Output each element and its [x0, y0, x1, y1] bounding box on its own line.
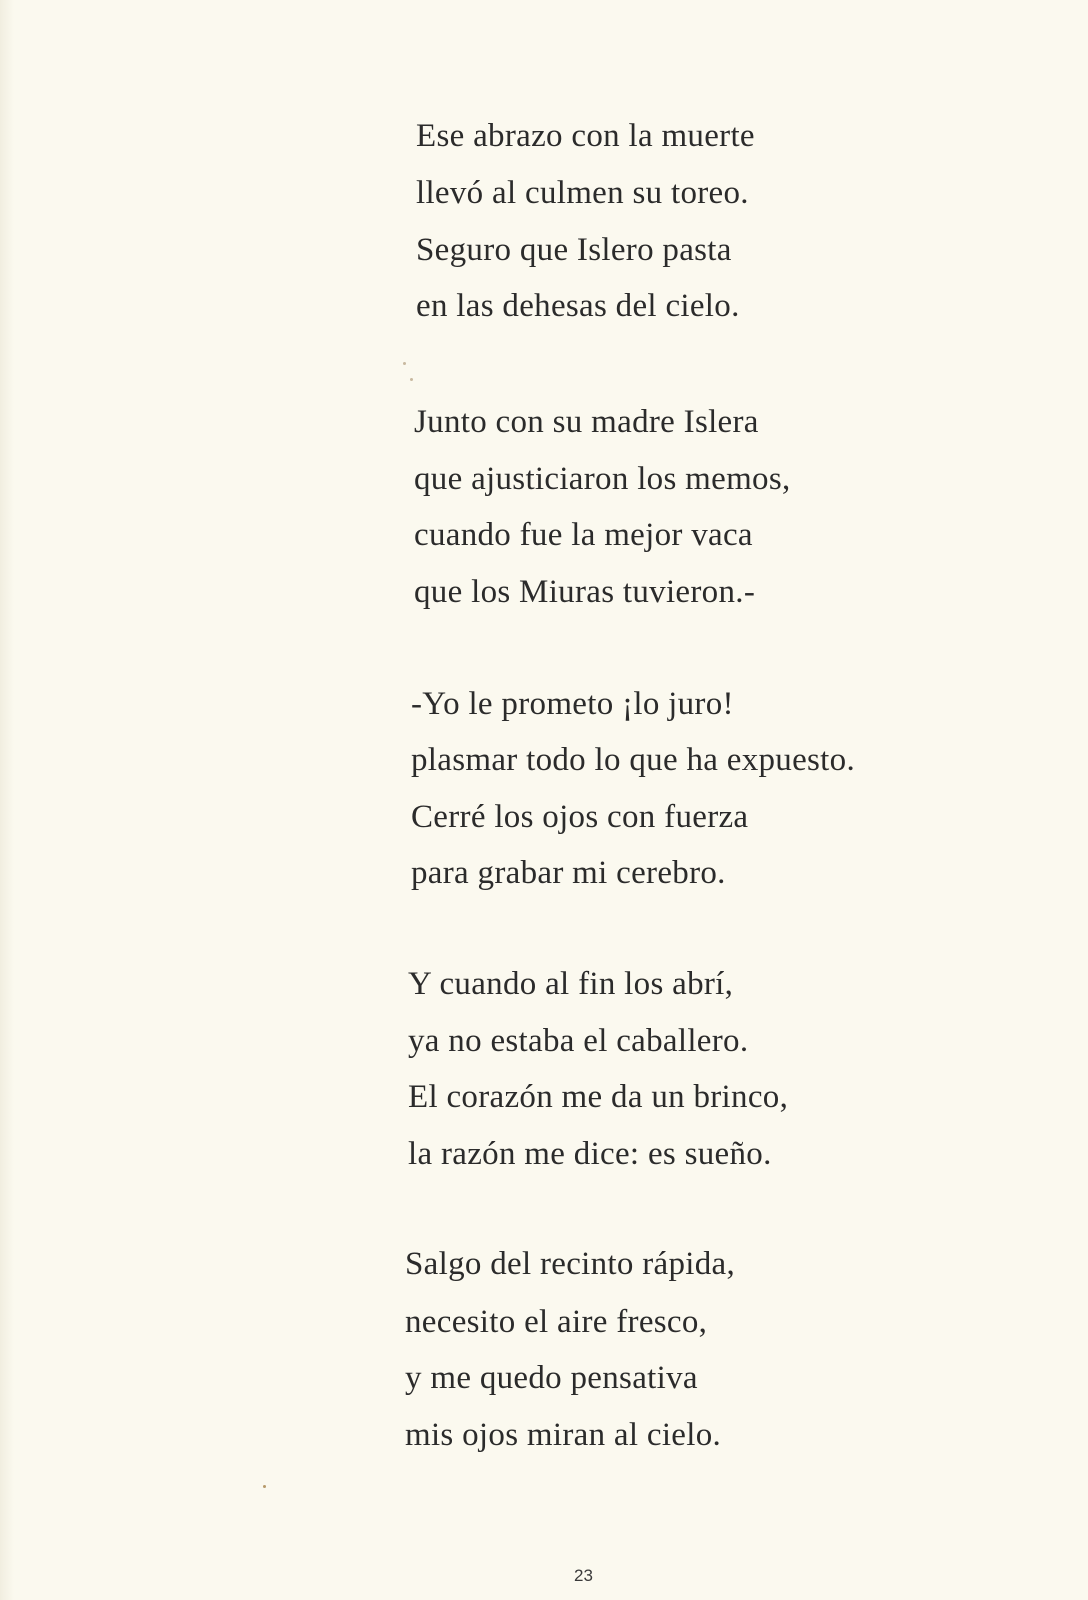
- page-number: 23: [574, 1566, 593, 1585]
- verse-line: -Yo le prometo ¡lo juro!: [411, 686, 734, 722]
- verse-line: necesito el aire fresco,: [405, 1304, 708, 1340]
- verse-line: llevó al culmen su toreo.: [416, 175, 749, 211]
- page-gutter: [0, 0, 14, 1600]
- verse-line: en las dehesas del cielo.: [416, 288, 740, 324]
- verse-line: Junto con su madre Islera: [414, 404, 759, 440]
- verse-line: Seguro que Islero pasta: [416, 232, 732, 268]
- verse-line: la razón me dice: es sueño.: [408, 1136, 772, 1172]
- verse-line: Salgo del recinto rápida,: [405, 1246, 736, 1282]
- verse-line: mis ojos miran al cielo.: [405, 1417, 722, 1453]
- verse-line: que los Miuras tuvieron.-: [414, 574, 756, 610]
- paper-speck: [410, 378, 413, 381]
- verse-line: y me quedo pensativa: [405, 1360, 698, 1396]
- paper-speck: [403, 362, 406, 365]
- verse-line: para grabar mi cerebro.: [411, 855, 726, 891]
- verse-line: Y cuando al fin los abrí,: [408, 966, 734, 1002]
- verse-line: Ese abrazo con la muerte: [416, 118, 755, 154]
- verse-line: ya no estaba el caballero.: [408, 1023, 749, 1059]
- verse-line: Cerré los ojos con fuerza: [411, 799, 749, 835]
- paper-speck: [263, 1485, 266, 1488]
- verse-line: que ajusticiaron los memos,: [414, 461, 791, 497]
- verse-line: El corazón me da un brinco,: [408, 1079, 789, 1115]
- verse-line: cuando fue la mejor vaca: [414, 517, 753, 553]
- verse-line: plasmar todo lo que ha expuesto.: [411, 742, 855, 778]
